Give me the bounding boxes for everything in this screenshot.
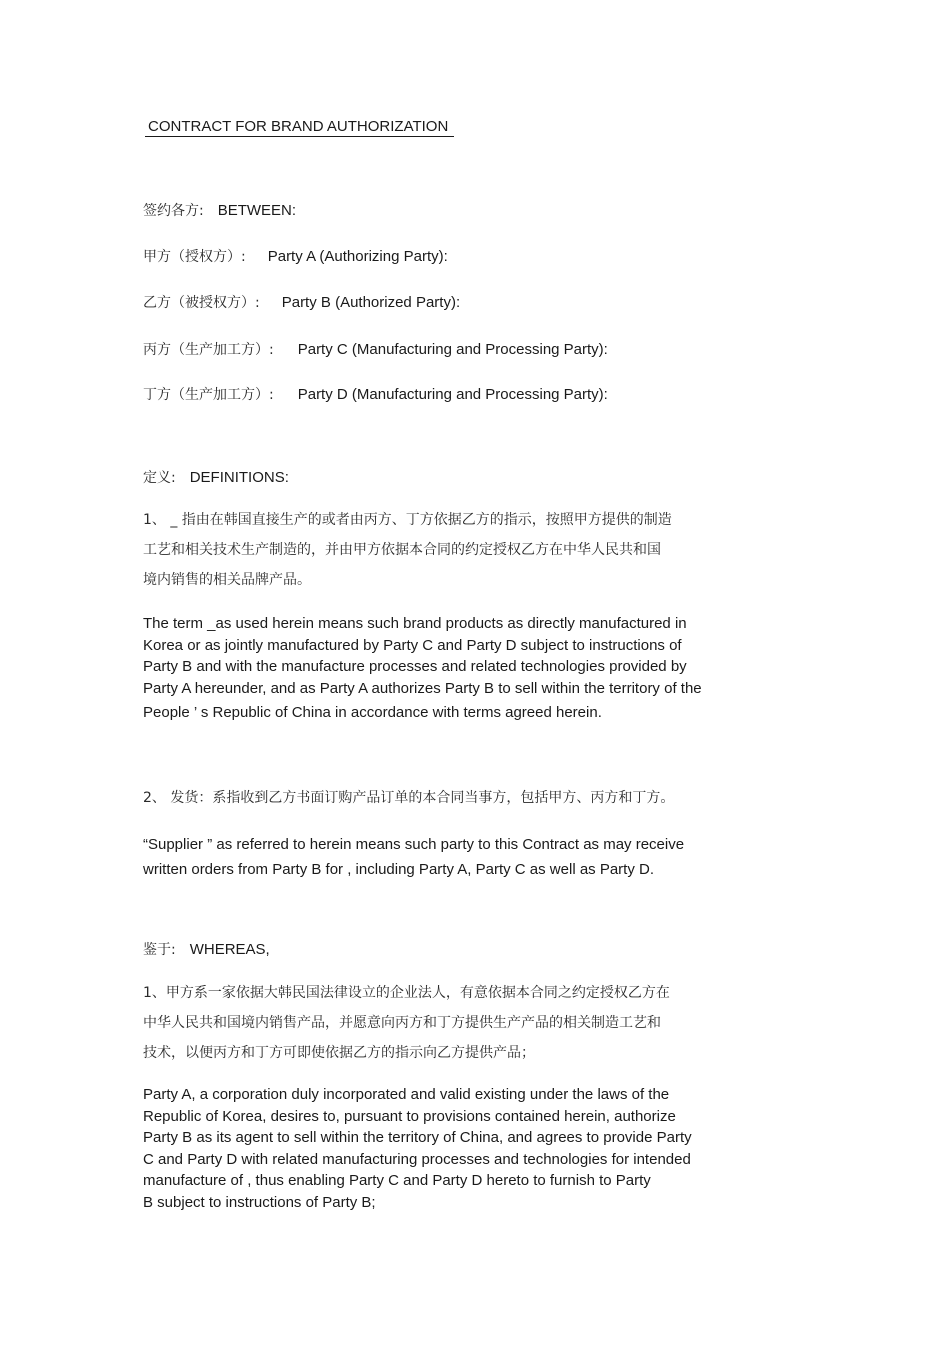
parties-heading xyxy=(143,200,296,220)
whereas-heading xyxy=(143,939,270,959)
whereas-1-zh xyxy=(143,978,670,1068)
definition-2-zh: 2、 发货：系指收到乙方书面订购产品订单的本合同当事方，包括甲方、丙方和丁方。 xyxy=(143,790,675,806)
whereas-1-en-line: Republic of Korea, desires to, pursuant to provisions contained herein, authorize xyxy=(143,1107,676,1125)
definition-1-en-line: Party B and with the manufacture processes and related technologies provided by xyxy=(143,658,687,676)
definitions-heading-en: DEFINITIONS: xyxy=(189,469,289,486)
definition-1-zh-line: 1、 _ 指由在韩国直接生产的或者由丙方、丁方依据乙方的指示，按照甲方提供的制造 xyxy=(143,512,672,528)
whereas-heading-zh: 鉴于: xyxy=(143,942,176,958)
party-c-en: Party C (Manufacturing and Processing Party): xyxy=(297,341,608,358)
definitions-heading-zh: 定义: xyxy=(143,470,176,486)
document-title: CONTRACT FOR BRAND AUTHORIZATION xyxy=(145,118,454,137)
party-d-zh: 丁方（生产加工方）: xyxy=(143,387,274,403)
whereas-heading-en: WHEREAS, xyxy=(189,941,270,958)
party-a-en: Party A (Authorizing Party): xyxy=(267,248,448,265)
definition-1-zh-line: 工艺和相关技术生产制造的，并由甲方依据本合同的约定授权乙方在中华人民共和国 xyxy=(143,542,661,558)
party-d-en: Party D (Manufacturing and Processing Party): xyxy=(297,386,608,403)
whereas-1-en-line: B subject to instructions of Party B; xyxy=(143,1193,376,1211)
whereas-1-en xyxy=(143,1084,763,1214)
parties-heading-zh: 签约各方: xyxy=(143,203,204,219)
definition-1-zh xyxy=(143,505,672,595)
party-b-zh: 乙方（被授权方）: xyxy=(143,295,260,311)
whereas-1-zh-line: 1、甲方系一家依据大韩民国法律设立的企业法人，有意依据本合同之约定授权乙方在 xyxy=(143,985,670,1001)
definition-2-en xyxy=(143,832,763,882)
party-d-line xyxy=(143,384,608,404)
definition-1-en xyxy=(143,613,763,724)
party-c-line xyxy=(143,339,608,359)
party-c-zh: 丙方（生产加工方）: xyxy=(143,342,274,358)
definition-2-en-line: “Supplier ” as referred to herein means such party to this Contract as may receive xyxy=(143,836,685,853)
party-b-en: Party B (Authorized Party): xyxy=(281,294,461,311)
definition-1-en-line: Party A hereunder, and as Party A authorizes Party B to sell within the territory of the xyxy=(143,679,702,697)
definition-1-en-line: The term _as used herein means such brand products as directly manufactured in xyxy=(143,615,687,632)
whereas-1-en-line: C and Party D with related manufacturing processes and technologies for intended xyxy=(143,1150,691,1168)
whereas-1-zh-line: 技术，以便丙方和丁方可即使依据乙方的指示向乙方提供产品； xyxy=(143,1045,535,1061)
definition-2-en-line: written orders from Party B for , including Party A, Party C as well as Party D. xyxy=(143,861,655,878)
party-a-zh: 甲方（授权方）: xyxy=(143,249,246,265)
definition-1-en-line: Korea or as jointly manufactured by Party C and Party D subject to instructions of xyxy=(143,636,682,654)
definitions-heading xyxy=(143,467,289,487)
party-b-line xyxy=(143,292,460,312)
whereas-1-en-line: manufacture of , thus enabling Party C and Party D hereto to furnish to Party xyxy=(143,1172,651,1190)
whereas-1-en-line: Party A, a corporation duly incorporated and valid existing under the laws of the xyxy=(143,1086,670,1103)
definition-1-en-line: People ’ s Republic of China in accordance with terms agreed herein. xyxy=(143,704,602,722)
definition-1-zh-line: 境内销售的相关品牌产品。 xyxy=(143,572,311,588)
whereas-1-zh-line: 中华人民共和国境内销售产品，并愿意向丙方和丁方提供生产产品的相关制造工艺和 xyxy=(143,1015,661,1031)
party-a-line xyxy=(143,246,448,266)
whereas-1-en-line: Party B as its agent to sell within the territory of China, and agrees to provide Party xyxy=(143,1129,692,1147)
parties-heading-en: BETWEEN: xyxy=(217,202,297,219)
